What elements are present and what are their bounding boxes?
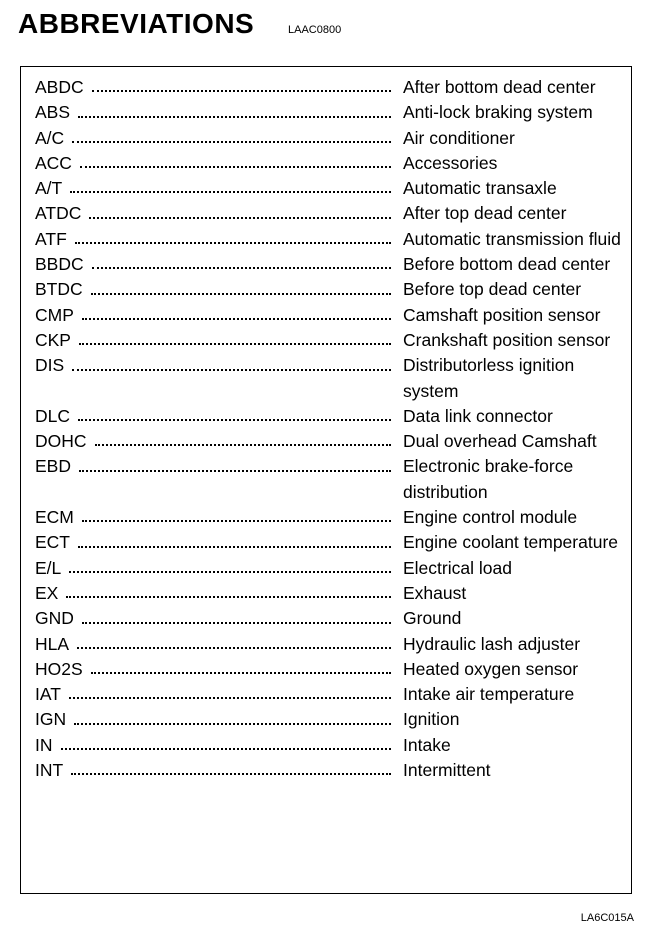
abbreviation-term: DIS (35, 355, 65, 376)
abbreviation-definition: Before top dead center (403, 279, 582, 300)
abbreviation-term: CMP (35, 304, 74, 325)
abbreviation-term: IGN (35, 709, 67, 730)
section-code: LAAC0800 (288, 24, 342, 36)
abbreviation-term: ATDC (35, 203, 82, 224)
abbreviation-definition: Crankshaft position sensor (403, 329, 611, 350)
abbreviation-definition: Camshaft position sensor (403, 304, 601, 325)
abbreviation-term: CKP (35, 329, 71, 350)
abbreviation-definition: Heated oxygen sensor (403, 658, 579, 679)
abbreviation-definition: Electrical load (403, 557, 512, 578)
abbreviation-definition: After bottom dead center (403, 77, 596, 97)
dot-leader (82, 293, 391, 320)
abbreviation-term: HLA (35, 633, 70, 654)
abbreviation-term: EBD (35, 456, 71, 477)
abbreviation-term: A/C (35, 127, 65, 148)
abbreviation-term: A/T (35, 178, 63, 199)
abbreviation-definition: Ignition (403, 709, 460, 730)
abbreviation-term: DLC (35, 405, 71, 426)
abbreviation-definition: Automatic transaxle (403, 178, 557, 199)
abbreviation-definition: Distributorless ignition system (403, 355, 575, 401)
abbreviation-term: DOHC (35, 431, 87, 452)
abbreviation-term: ACC (35, 152, 72, 173)
page-title: ABBREVIATIONS (18, 8, 255, 39)
dot-leader (89, 191, 391, 218)
dot-leader (92, 242, 391, 269)
dot-leader (69, 672, 391, 699)
abbreviation-definition: Automatic transmission fluid (403, 228, 621, 249)
abbreviation-term: IN (35, 734, 53, 755)
abbreviation-term: ATF (35, 228, 67, 249)
dot-leader (72, 343, 391, 370)
abbreviation-term: ABS (35, 102, 71, 123)
abbreviation-definition: Ground (403, 608, 462, 629)
dot-leader (79, 318, 391, 345)
abbreviation-definition: Data link connector (403, 405, 553, 426)
dot-leader (92, 65, 391, 92)
abbreviation-definition: Before bottom dead center (403, 254, 611, 275)
dot-leader (61, 723, 392, 750)
dot-leader (71, 748, 391, 775)
abbreviation-definition: Engine coolant temperature (403, 532, 618, 553)
abbreviation-definition: Engine control module (403, 507, 578, 528)
dot-leader (72, 116, 391, 143)
dot-leader (78, 394, 391, 421)
dot-leader (77, 622, 391, 649)
dot-leader (70, 166, 391, 193)
dot-leader (91, 267, 391, 294)
abbreviation-definition: Air conditioner (403, 127, 515, 148)
dot-leader (95, 419, 391, 446)
abbreviation-term: BBDC (35, 254, 84, 275)
abbreviation-term: ECT (35, 532, 70, 553)
abbreviation-term: BTDC (35, 279, 83, 300)
dot-leader (80, 141, 391, 168)
abbreviation-term: EX (35, 582, 59, 603)
dot-leader (82, 596, 391, 623)
abbreviation-term: ABDC (35, 77, 84, 97)
dot-leader (91, 647, 391, 674)
abbreviation-term: GND (35, 608, 74, 629)
abbreviation-term: IAT (35, 684, 61, 705)
abbreviation-definition: Anti-lock braking system (403, 102, 593, 123)
abbreviations-list (35, 75, 629, 783)
abbreviation-definition: Hydraulic lash adjuster (403, 633, 581, 654)
dot-leader (82, 495, 391, 522)
dot-leader (78, 90, 391, 117)
dot-leader (78, 520, 391, 547)
abbreviation-term: INT (35, 760, 64, 781)
abbreviation-definition: Intermittent (403, 760, 491, 781)
abbreviation-definition: Intake (403, 734, 451, 755)
abbreviation-term: HO2S (35, 658, 83, 679)
dot-leader (66, 571, 391, 598)
figure-code: LA6C015A (580, 912, 634, 924)
abbreviation-term: E/L (35, 557, 62, 578)
dot-leader (79, 444, 391, 471)
dot-leader (74, 697, 391, 724)
dot-leader (69, 546, 391, 573)
abbreviation-term: ECM (35, 507, 74, 528)
abbreviation-entry (35, 758, 629, 783)
abbreviation-definition: Dual overhead Camshaft (403, 431, 597, 452)
abbreviation-definition: After top dead center (403, 203, 567, 224)
abbreviation-definition: Exhaust (403, 582, 467, 603)
abbreviation-definition: Electronic brake-force distribution (403, 456, 574, 502)
abbreviation-definition: Accessories (403, 152, 498, 173)
abbreviations-table (20, 66, 632, 894)
dot-leader (75, 217, 391, 244)
abbreviation-definition: Intake air temperature (403, 684, 575, 705)
